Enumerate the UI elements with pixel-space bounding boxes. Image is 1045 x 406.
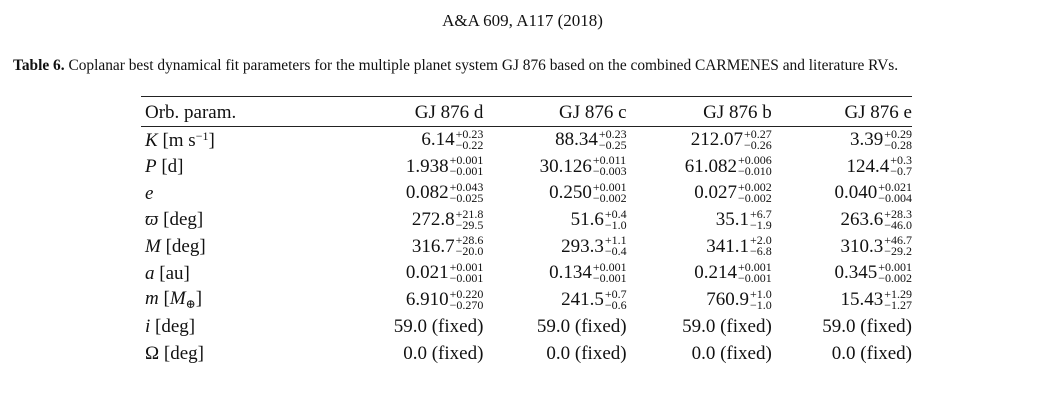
value-cell [627,127,772,154]
value: 88.34 [555,129,598,151]
value: 59.0 (fixed) [393,316,484,338]
value: 272.8 [411,209,455,231]
param-symbol: Ω [145,342,160,364]
lower-error: −0.270 [449,297,484,312]
value: 6.14 [421,129,455,151]
value-cell [627,314,772,341]
lower-error: −0.001 [738,271,772,286]
value: 1.938 [405,155,449,177]
value: 0.0 (fixed) [831,342,912,364]
upper-error: +46.7 [884,233,912,248]
value: 341.1 [706,235,749,257]
value-cell [627,207,772,234]
lower-error: −0.003 [592,164,627,179]
param-unit: [deg] [155,316,196,338]
upper-error: +0.002 [738,180,772,195]
uncertainty [455,126,484,152]
value-cell [345,154,483,181]
value: 293.3 [561,235,604,257]
param-symbol: ϖ [145,209,159,231]
uncertainty [890,155,912,177]
param-symbol: a [145,262,155,284]
uncertainty [878,182,912,204]
table-row [141,207,912,234]
param-unit: [d] [161,156,184,178]
table-row [141,314,912,341]
uncertainty [456,235,484,257]
uncertainty [750,206,772,232]
column-header: Orb. param. [141,97,345,127]
lower-error: −0.25 [598,137,627,152]
upper-error: +1.0 [750,286,772,301]
param-name [141,180,345,207]
value: 0.345 [834,262,878,284]
value-cell [772,154,912,181]
lower-error: −0.4 [604,244,627,259]
value-cell [627,154,772,181]
value: 263.6 [840,209,884,231]
upper-error: +0.220 [449,286,484,301]
param-unit: [deg] [163,342,204,364]
value-cell [483,234,626,261]
value-cell [345,260,483,287]
lower-error: −0.26 [744,137,772,152]
uncertainty [604,206,627,232]
upper-error: +28.6 [455,233,484,248]
uncertainty [884,286,912,312]
uncertainty [593,182,627,204]
upper-error: +0.043 [449,180,484,195]
uncertainty [450,155,484,177]
table-row [141,154,912,181]
value: 6.910 [405,289,449,311]
column-header: GJ 876 c [483,97,626,127]
upper-error: +0.4 [604,206,627,221]
uncertainty [884,126,912,152]
upper-error: +1.1 [604,233,627,248]
value-cell [627,234,772,261]
upper-error: +6.7 [750,206,772,221]
value: 0.134 [549,262,592,284]
upper-error: +2.0 [750,233,772,248]
column-header: GJ 876 b [627,97,772,127]
uncertainty [593,155,627,177]
param-name [141,154,345,181]
lower-error: −0.001 [592,271,627,286]
param-name [141,127,345,154]
value-cell [483,180,626,207]
table-body [141,127,912,368]
value-cell [627,341,772,368]
uncertainty [750,286,772,312]
value: 59.0 (fixed) [536,316,627,338]
upper-error: +0.3 [890,153,912,168]
lower-error: −1.0 [604,217,627,232]
lower-error: −0.001 [449,271,484,286]
value-cell [772,234,912,261]
lower-error: −0.28 [884,137,912,152]
uncertainty [450,262,484,284]
value: 316.7 [411,235,455,257]
value-cell [483,287,626,314]
value: 15.43 [840,289,884,311]
param-name [141,207,345,234]
upper-error: +0.23 [455,126,484,141]
lower-error: −1.9 [750,217,772,232]
value: 0.027 [694,182,737,204]
value-cell [345,207,483,234]
param-unit: $[M_\oplus]$ [163,288,203,312]
uncertainty [604,286,627,312]
value-cell [772,260,912,287]
parameters-table [141,96,912,367]
value-cell [345,341,483,368]
lower-error: −20.0 [455,244,484,259]
value-cell [772,314,912,341]
upper-error: +0.006 [738,153,772,168]
upper-error: +0.001 [449,260,484,275]
value: 0.0 (fixed) [546,342,627,364]
upper-error: +1.29 [884,286,912,301]
value: 0.021 [405,262,449,284]
value-cell [772,127,912,154]
uncertainty [449,286,484,312]
caption-label: Table 6. [13,57,65,74]
value-cell [483,154,626,181]
param-name [141,234,345,261]
uncertainty [738,182,772,204]
uncertainty [605,235,627,257]
param-symbol: i [145,316,151,338]
upper-error: +0.001 [738,260,772,275]
value: 0.040 [834,182,878,204]
lower-error: −0.004 [878,191,912,206]
upper-error: +0.001 [592,260,627,275]
uncertainty [593,262,627,284]
value-cell [483,260,626,287]
lower-error: −0.6 [604,297,627,312]
value-cell [772,341,912,368]
lower-error: −46.0 [884,217,912,232]
param-symbol: M [145,236,161,258]
table-row [141,127,912,154]
value-cell [627,287,772,314]
param-symbol: e [145,182,154,204]
lower-error: −0.7 [890,164,912,179]
running-header: A&A 609, A117 (2018) [442,11,603,30]
param-unit: [deg] [163,209,204,231]
value-cell [772,180,912,207]
value-cell [627,260,772,287]
param-symbol: K [145,129,158,151]
upper-error: +0.001 [878,260,912,275]
value: 310.3 [840,235,884,257]
uncertainty [744,126,772,152]
table-row [141,260,912,287]
value: 124.4 [846,155,890,177]
upper-error: +0.23 [598,126,627,141]
lower-error: −1.27 [884,297,912,312]
column-header: GJ 876 e [772,97,912,127]
uncertainty [878,262,912,284]
value-cell [483,207,626,234]
lower-error: −1.0 [750,297,772,312]
value: 59.0 (fixed) [822,316,912,338]
lower-error: −0.001 [449,164,484,179]
lower-error: −29.5 [455,217,484,232]
value: 61.082 [684,155,737,177]
uncertainty [598,126,627,152]
table-row [141,180,912,207]
upper-error: +0.001 [449,153,484,168]
value: 0.250 [549,182,592,204]
upper-error: +0.001 [592,180,627,195]
param-symbol: m [145,288,159,310]
value-cell [345,287,483,314]
value: 51.6 [570,209,604,231]
table-row [141,341,912,368]
value: 212.07 [690,129,743,151]
value: 760.9 [706,289,749,311]
uncertainty [738,262,772,284]
uncertainty [738,155,772,177]
value: 0.0 (fixed) [403,342,484,364]
value-cell [627,180,772,207]
param-name [141,260,345,287]
upper-error: +0.7 [604,286,627,301]
value-cell [772,207,912,234]
caption-text: Coplanar best dynamical fit parameters for the multiple planet system GJ 876 based on the combined CARMENES and literature RVs. [68,57,899,74]
lower-error: −29.2 [884,244,912,259]
value-cell [345,180,483,207]
value: 0.0 (fixed) [691,342,772,364]
value-cell [345,314,483,341]
value: 59.0 (fixed) [682,316,772,338]
param-symbol: P [145,156,157,178]
upper-error: +0.011 [592,153,627,168]
uncertainty [884,206,912,232]
upper-error: +21.8 [455,206,484,221]
lower-error: −0.002 [738,191,772,206]
column-header: GJ 876 d [345,97,483,127]
table-header-row [141,97,912,127]
lower-error: −0.22 [455,137,484,152]
value-cell [345,127,483,154]
param-unit: [deg] [165,236,206,258]
param-name [141,341,345,368]
value: 241.5 [561,289,604,311]
table-row [141,287,912,314]
value: 0.214 [694,262,737,284]
param-unit: [m $s^{-1}$] [162,128,215,151]
upper-error: +28.3 [884,206,912,221]
upper-error: +0.29 [884,126,912,141]
upper-error: +0.27 [744,126,772,141]
param-name [141,287,345,314]
uncertainty [884,235,912,257]
lower-error: −0.002 [878,271,912,286]
value: 30.126 [539,155,592,177]
lower-error: −0.025 [449,191,484,206]
param-name [141,314,345,341]
uncertainty [455,206,484,232]
value: 35.1 [715,209,749,231]
lower-error: −0.010 [738,164,772,179]
value-cell [772,287,912,314]
uncertainty [450,182,484,204]
param-unit: [au] [159,262,190,284]
lower-error: −6.8 [750,244,772,259]
value-cell [483,127,626,154]
upper-error: +0.021 [878,180,912,195]
value-cell [345,234,483,261]
value: 3.39 [849,129,884,151]
value-cell [483,314,626,341]
value: 0.082 [405,182,449,204]
uncertainty [750,235,772,257]
table-caption [13,57,1038,75]
table-row [141,234,912,261]
value-cell [483,341,626,368]
lower-error: −0.002 [592,191,627,206]
